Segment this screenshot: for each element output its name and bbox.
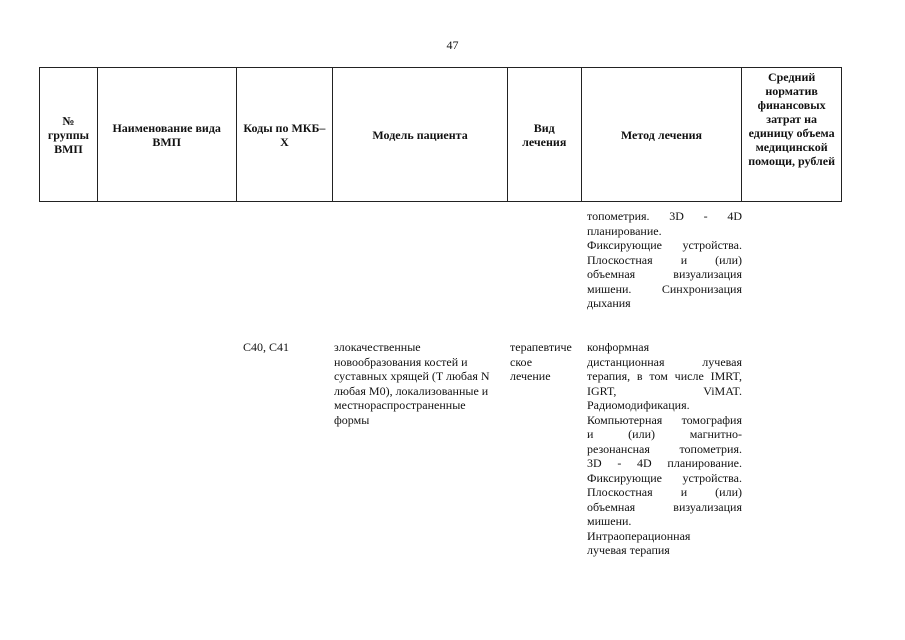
method-line: 3D - 4D планирование. (587, 456, 742, 470)
icd-codes-cell: C40, C41 (243, 340, 290, 354)
method-line: мишени. Синхронизация (587, 281, 742, 296)
model-line: злокачественные (334, 340, 421, 354)
header-average-cost: Средний норматив финансовых затрат на единицу объема медицинской помощи, рублей (748, 70, 836, 168)
header-treatment-method: Метод лечения (582, 68, 743, 201)
method-line: Радиомодификация. (587, 398, 690, 412)
method-line: лучевая терапия (587, 543, 670, 557)
method-line: объемная визуализация (587, 499, 742, 514)
table-header (39, 67, 842, 202)
kind-line: лечение (510, 369, 551, 383)
model-line: любая M0), локализованные и (334, 383, 489, 398)
method-line: объемная визуализация (587, 267, 742, 281)
model-line: новообразования костей и (334, 354, 468, 369)
method-line: мишени. (587, 514, 632, 528)
method-line: дистанционная лучевая (587, 354, 742, 369)
method-line: терапия, в том числе IMRT, (587, 369, 742, 383)
treatment-kind-cell (510, 340, 580, 384)
method-line: Плоскостная и (или) (587, 252, 742, 267)
header-patient-model: Модель пациента (333, 68, 508, 201)
page-number: 47 (446, 38, 459, 52)
header-treatment-kind: Вид лечения (508, 68, 582, 201)
model-line: формы (334, 412, 370, 427)
method-line: Плоскостная и (или) (587, 485, 742, 499)
continued-method-cell (587, 209, 742, 311)
treatment-method-cell (587, 340, 742, 558)
method-line: резонансная топометрия. (587, 441, 742, 456)
kind-line: терапевтиче (510, 340, 572, 354)
method-line: дыхания (587, 296, 631, 310)
model-line: местнораспространенные (334, 398, 466, 412)
method-line: Фиксирующие устройства. (587, 238, 742, 252)
method-line: Фиксирующие устройства. (587, 470, 742, 485)
method-line: и (или) магнитно- (587, 427, 742, 441)
header-group-number: № группы ВМП (40, 68, 98, 201)
kind-line: ское (510, 354, 533, 369)
method-line: IGRT, ViMAT. (587, 383, 742, 398)
method-line: Компьютерная томография (587, 412, 742, 427)
method-line: конформная (587, 340, 650, 354)
method-line: Интраоперационная (587, 528, 691, 543)
header-icd-codes: Коды по МКБ–Х (237, 68, 334, 201)
method-line: планирование. (587, 223, 662, 238)
model-line: суставных хрящей (T любая N (334, 369, 490, 383)
patient-model-cell (334, 340, 504, 427)
method-line: топометрия. 3D - 4D (587, 209, 742, 223)
header-vmp-name: Наименование вида ВМП (98, 68, 237, 201)
